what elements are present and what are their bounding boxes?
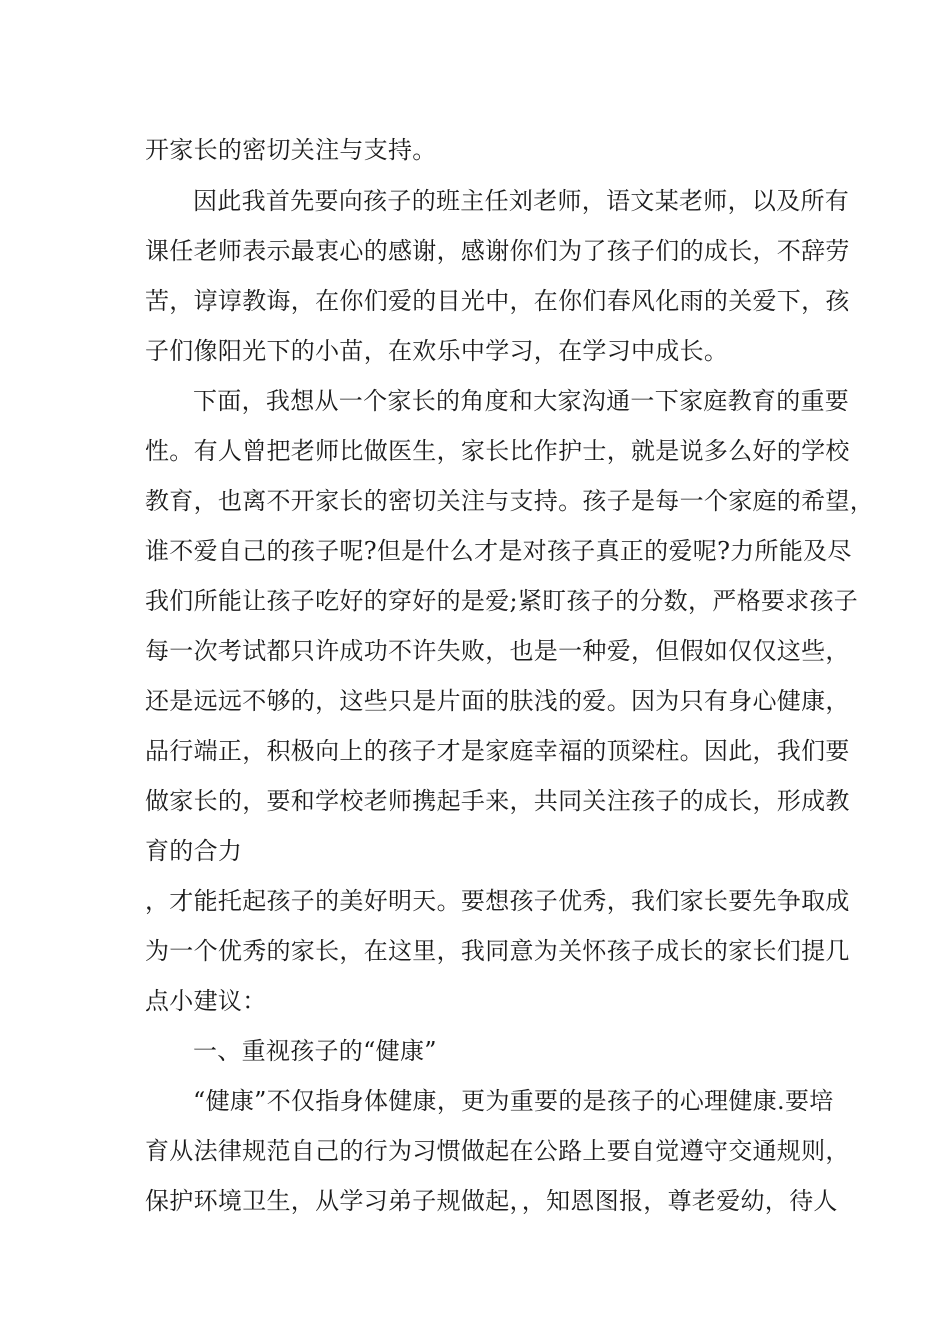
text-line: 谁不爱自己的孩子呢?但是什么才是对孩子真正的爱呢?力所能及尽 [145, 537, 852, 565]
text-line: 品行端正，积极向上的孩子才是家庭幸福的顶梁柱。因此，我们要 [145, 737, 850, 765]
text-line: 保护环境卫生，从学习弟子规做起，，知恩图报，尊老爱幼，待人 [145, 1187, 838, 1215]
text-line: 育从法律规范自己的行为习惯做起在公路上要自觉遵守交通规则， [145, 1137, 850, 1165]
paragraph-start-line: “健康”不仅指身体健康，更为重要的是孩子的心理健康.要培 [193, 1087, 834, 1115]
paragraph-start-line: 下面，我想从一个家长的角度和大家沟通一下家庭教育的重要 [193, 387, 850, 415]
text-line: 还是远远不够的，这些只是片面的肤浅的爱。因为只有身心健康， [145, 687, 850, 715]
text-line: 课任老师表示最衷心的感谢，感谢你们为了孩子们的成长，不辞劳 [145, 237, 850, 265]
text-line: 点小建议： [145, 987, 267, 1015]
text-line: 每一次考试都只许成功不许失败，也是一种爱，但假如仅仅这些， [145, 637, 850, 665]
text-line: 苦，谆谆教诲，在你们爱的目光中，在你们春风化雨的关爱下，孩 [145, 287, 850, 315]
paragraph-start-line: 因此我首先要向孩子的班主任刘老师，语文某老师，以及所有 [193, 187, 850, 215]
text-line: ，才能托起孩子的美好明天。要想孩子优秀，我们家长要先争取成 [145, 887, 850, 915]
text-line: 教育，也离不开家长的密切关注与支持。孩子是每一个家庭的希望， [145, 487, 874, 515]
text-line: 开家长的密切关注与支持。 [145, 136, 437, 164]
text-line: 我们所能让孩子吃好的穿好的是爱;紧盯孩子的分数，严格要求孩子 [145, 587, 859, 615]
text-line: 做家长的，要和学校老师携起手来，共同关注孩子的成长，形成教 [145, 787, 850, 815]
text-line: 为一个优秀的家长，在这里，我同意为关怀孩子成长的家长们提几 [145, 937, 850, 965]
section-heading: 一、重视孩子的“健康” [193, 1037, 437, 1065]
text-line: 育的合力 [145, 837, 243, 865]
text-line: 子们像阳光下的小苗，在欢乐中学习，在学习中成长。 [145, 337, 729, 365]
text-line: 性。有人曾把老师比做医生，家长比作护士，就是说多么好的学校 [145, 437, 850, 465]
